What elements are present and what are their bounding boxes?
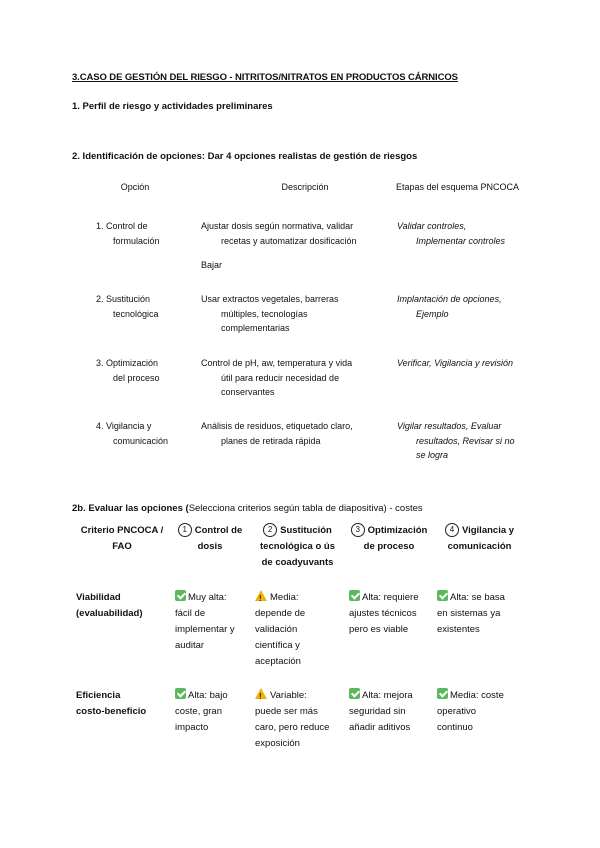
option-description: Control de pH, aw, temperatura y vida: [201, 358, 353, 368]
header-line: dosis: [197, 541, 223, 552]
document-title: 3.CASO DE GESTIÓN DEL RIESGO - NITRITOS/NITRATOS EN PRODUCTOS CÁRNICOS: [72, 72, 458, 83]
cell-line: [175, 590, 235, 606]
option-label: 3. Optimización: [96, 358, 159, 368]
option-stages: se logra: [416, 450, 449, 460]
criterion-line: (evaluabilidad): [76, 608, 143, 619]
header-text: Optimización: [367, 525, 428, 536]
cell-line: operativo: [437, 706, 477, 717]
header-text: Vigilancia y: [461, 525, 515, 536]
cell-line: pero es viable: [349, 624, 409, 635]
cell-line: [349, 590, 419, 606]
check-icon: [175, 688, 186, 699]
table1-header-stages: Etapas del esquema PNCOCA: [396, 182, 520, 192]
cell-line: en sistemas ya: [437, 608, 501, 619]
option-description: conservantes: [221, 387, 275, 397]
option-description: recetas y automatizar dosificación: [221, 236, 357, 246]
check-icon: [349, 688, 360, 699]
cell-text: Alta: requiere: [362, 592, 419, 603]
cell-line: impacto: [175, 722, 209, 733]
table2-header-option-1: [170, 523, 250, 555]
cell-line: coste, gran: [175, 706, 222, 717]
warning-icon: [255, 688, 267, 699]
header-line: Criterio PNCOCA /: [80, 525, 164, 536]
cell-line: añadir aditivos: [349, 722, 411, 733]
cell-line: puede ser más: [255, 706, 318, 717]
section-2-heading: 2. Identificación de opciones: Dar 4 opciones realistas de gestión de riesgos: [72, 151, 418, 162]
cell-line: continuo: [437, 722, 473, 733]
table2-header-option-3: [344, 523, 434, 555]
check-icon: [175, 590, 186, 601]
cell-line: [255, 590, 305, 606]
option-stages: Validar controles,: [397, 221, 467, 231]
table1-header-option: Opción: [120, 182, 150, 192]
option-label: tecnológica: [113, 309, 159, 319]
evaluation-cell: [255, 590, 305, 670]
cell-text: Media:: [270, 592, 299, 603]
cell-line: exposición: [255, 738, 300, 749]
option-description: múltiples, tecnologías: [221, 309, 308, 319]
check-icon: [349, 590, 360, 601]
cell-text: Muy alta:: [188, 592, 227, 603]
option-label: 2. Sustitución: [96, 294, 151, 304]
header-text: Control de: [194, 525, 243, 536]
cell-text: Media: coste: [450, 690, 504, 701]
header-line: [170, 523, 250, 539]
criterion-line: Eficiencia: [76, 690, 121, 701]
option-stages: Implementar controles: [416, 236, 506, 246]
option-label: comunicación: [113, 436, 169, 446]
cell-line: ajustes técnicos: [349, 608, 417, 619]
evaluation-cell: [349, 590, 419, 638]
header-line: de coadyuvants: [261, 557, 334, 568]
cell-line: [175, 688, 228, 704]
cell-line: seguridad sin: [349, 706, 406, 717]
cell-line: [255, 688, 329, 704]
cell-text: Alta: bajo: [188, 690, 228, 701]
cell-line: depende de: [255, 608, 306, 619]
header-line: [250, 523, 345, 539]
option-description: Análisis de residuos, etiquetado claro,: [201, 421, 353, 431]
header-line: [344, 523, 434, 539]
evaluation-cell: [175, 688, 228, 736]
cell-line: [437, 590, 505, 606]
cell-text: Alta: mejora: [362, 690, 413, 701]
cell-line: caro, pero reduce: [255, 722, 330, 733]
option-stages: resultados, Revisar si no: [416, 436, 515, 446]
option-label: del proceso: [113, 373, 160, 383]
option-label: 4. Vigilancia y: [96, 421, 152, 431]
circled-number-3-icon: 3: [351, 523, 365, 537]
check-icon: [437, 590, 448, 601]
criterion-line: costo-beneficio: [76, 706, 147, 717]
cell-line: [437, 688, 504, 704]
option-stages: Ejemplo: [416, 309, 449, 319]
cell-text: Alta: se basa: [450, 592, 505, 603]
evaluation-cell: [437, 590, 505, 638]
cell-line: existentes: [437, 624, 480, 635]
evaluation-cell: [255, 688, 329, 752]
cell-text: Variable:: [270, 690, 307, 701]
section-2b-heading: [72, 503, 423, 514]
circled-number-2-icon: 2: [263, 523, 277, 537]
header-line: [432, 523, 527, 539]
option-description: Usar extractos vegetales, barreras: [201, 294, 339, 304]
criterion-line: Viabilidad: [76, 592, 121, 603]
header-line: comunicación: [447, 541, 512, 552]
header-line: de proceso: [363, 541, 415, 552]
table2-header-option-2: [250, 523, 345, 571]
option-stages: Implantación de opciones,: [397, 294, 502, 304]
cell-line: fácil de: [175, 608, 206, 619]
option-description: Ajustar dosis según normativa, validar: [201, 221, 354, 231]
header-line: tecnológica o ús: [260, 541, 335, 552]
table1-header-description: Descripción: [281, 182, 329, 192]
table2-header-option-4: [432, 523, 527, 555]
option-label: 1. Control de: [96, 221, 148, 231]
header-text: Sustitución: [280, 525, 332, 536]
warning-icon: [255, 590, 267, 601]
evaluation-cell: [175, 590, 235, 654]
criterion-label: [76, 590, 143, 622]
option-label: formulación: [113, 236, 160, 246]
criterion-label: [76, 688, 146, 720]
cell-line: científica y: [255, 640, 300, 651]
cell-line: [349, 688, 413, 704]
cell-line: auditar: [175, 640, 205, 651]
check-icon: [437, 688, 448, 699]
evaluation-cell: [349, 688, 413, 736]
circled-number-1-icon: 1: [178, 523, 192, 537]
section-2b-normal: Selecciona criterios según tabla de diapositiva) - costes: [188, 503, 423, 514]
option-stages: Vigilar resultados, Evaluar: [397, 421, 502, 431]
option-description: complementarias: [221, 323, 290, 333]
cell-line: validación: [255, 624, 298, 635]
circled-number-4-icon: 4: [445, 523, 459, 537]
table2-header-criteria: [72, 523, 172, 555]
option-stages: Verificar, Vigilancia y revisión: [397, 358, 514, 368]
header-line: FAO: [112, 541, 132, 552]
option-description: planes de retirada rápida: [221, 436, 321, 446]
section-2b-bold: 2b. Evaluar las opciones (: [72, 503, 189, 514]
cell-line: aceptación: [255, 656, 301, 667]
option-description: útil para reducir necesidad de: [221, 373, 340, 383]
section-1-heading: 1. Perfil de riesgo y actividades preliminares: [72, 101, 273, 112]
evaluation-cell: [437, 688, 504, 736]
option-note: Bajar: [201, 260, 223, 270]
cell-line: implementar y: [175, 624, 235, 635]
